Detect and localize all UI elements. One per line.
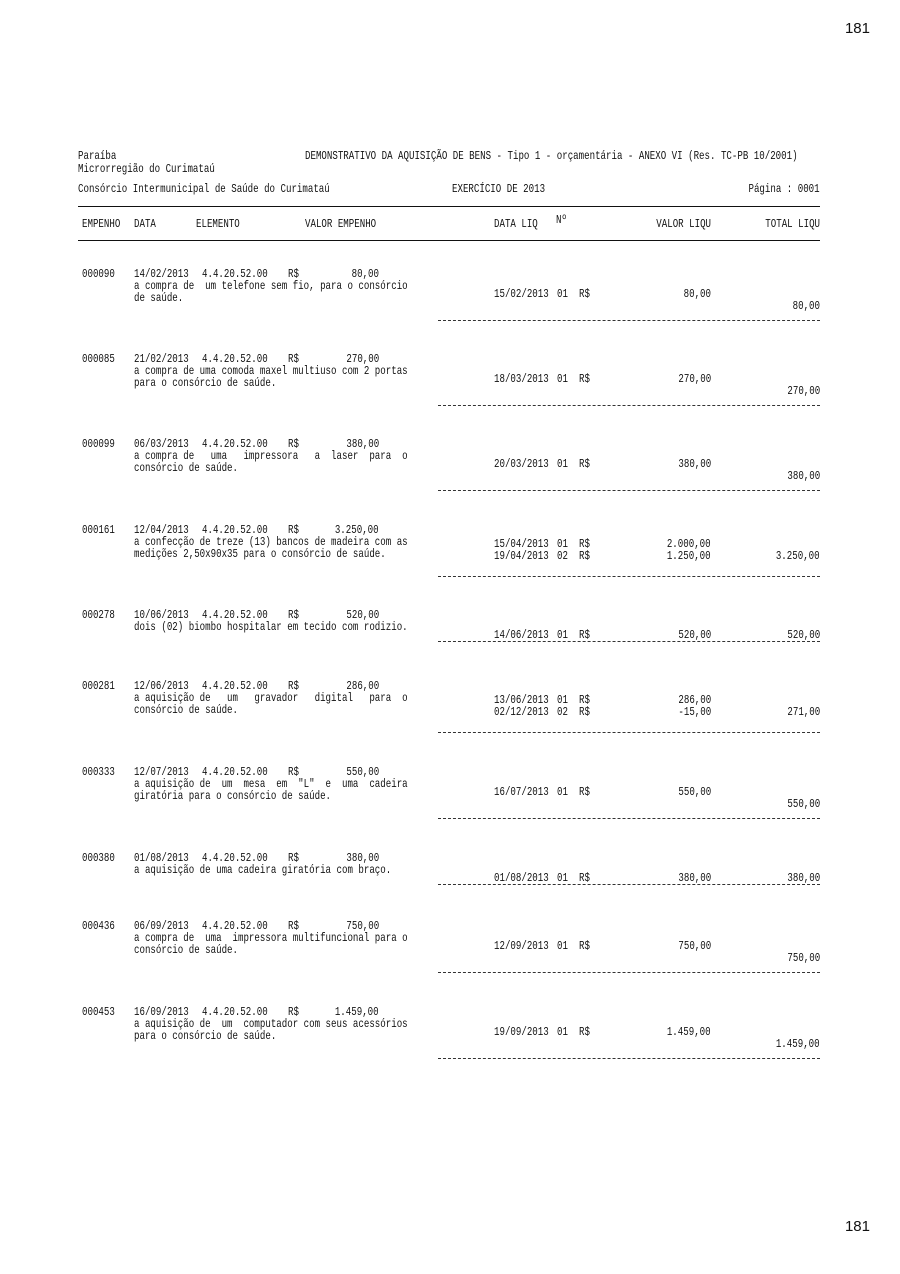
liq-currency: R$ — [579, 287, 590, 301]
liq-date: 15/02/2013 — [494, 287, 549, 301]
liq-value: 550,00 — [678, 785, 711, 799]
entry-separator — [438, 320, 820, 321]
total-liquidado: 80,00 — [792, 299, 820, 313]
valor-empenho: 520,00 — [346, 608, 379, 622]
liq-currency: R$ — [579, 372, 590, 386]
liq-number: 01 — [557, 1025, 568, 1039]
description-line-1: a compra de uma impressora a laser para o — [134, 449, 408, 463]
liq-date: 14/06/2013 — [494, 628, 549, 642]
valor-empenho: 380,00 — [346, 437, 379, 451]
valor-empenho: 1.459,00 — [335, 1005, 379, 1019]
description-line-1: a compra de um telefone sem fio, para o consórcio — [134, 279, 408, 293]
header-state: Paraíba — [78, 149, 117, 163]
entry-separator — [438, 405, 820, 406]
valor-empenho: 270,00 — [346, 352, 379, 366]
liq-value: 750,00 — [678, 939, 711, 953]
header-rule-bottom — [78, 240, 820, 241]
valor-currency: R$ — [288, 437, 299, 451]
entry-separator — [438, 972, 820, 973]
liq-number: 02 — [557, 549, 568, 563]
elemento-code: 4.4.20.52.00 — [202, 851, 268, 865]
entry-separator — [438, 818, 820, 819]
liq-currency: R$ — [579, 537, 590, 551]
liq-currency: R$ — [579, 628, 590, 642]
valor-empenho: 3.250,00 — [335, 523, 379, 537]
liq-number: 01 — [557, 537, 568, 551]
liq-value: 520,00 — [678, 628, 711, 642]
empenho-date: 16/09/2013 — [134, 1005, 189, 1019]
elemento-code: 4.4.20.52.00 — [202, 919, 268, 933]
empenho-date: 21/02/2013 — [134, 352, 189, 366]
entry-separator — [438, 641, 820, 642]
report-title: DEMONSTRATIVO DA AQUISIÇÃO DE BENS - Tipo 1 - orçamentária - ANEXO VI (Res. TC-PB 10/2001) — [305, 149, 798, 163]
col-valor-liqu: VALOR LIQU — [656, 217, 711, 231]
liq-currency: R$ — [579, 871, 590, 885]
valor-currency: R$ — [288, 608, 299, 622]
liq-date: 12/09/2013 — [494, 939, 549, 953]
list-item — [0, 920, 900, 1000]
description-line-1: dois (02) biombo hospitalar em tecido com rodizio. — [134, 620, 408, 634]
liq-value: 270,00 — [678, 372, 711, 386]
valor-currency: R$ — [288, 851, 299, 865]
col-numero: Nº — [556, 213, 567, 227]
valor-currency: R$ — [288, 523, 299, 537]
liq-number: 01 — [557, 785, 568, 799]
liq-date: 19/09/2013 — [494, 1025, 549, 1039]
liq-date: 19/04/2013 — [494, 549, 549, 563]
valor-currency: R$ — [288, 267, 299, 281]
liq-number: 02 — [557, 705, 568, 719]
col-data-liq: DATA LIQ — [494, 217, 538, 231]
col-data: DATA — [134, 217, 156, 231]
page-number-bottom: 181 — [844, 1218, 870, 1235]
description-line-2: de saúde. — [134, 291, 184, 305]
valor-currency: R$ — [288, 352, 299, 366]
empenho-number: 000436 — [82, 919, 115, 933]
total-liquidado: 380,00 — [787, 469, 820, 483]
header-region: Microrregião do Curimataú — [78, 162, 215, 176]
empenho-number: 000161 — [82, 523, 115, 537]
liq-value: 286,00 — [678, 693, 711, 707]
header-entity: Consórcio Intermunicipal de Saúde do Curimataú — [78, 182, 330, 196]
empenho-number: 000380 — [82, 851, 115, 865]
liq-currency: R$ — [579, 549, 590, 563]
empenho-date: 14/02/2013 — [134, 267, 189, 281]
description-line-1: a confecção de treze (13) bancos de madeira com as — [134, 535, 408, 549]
liq-value: 380,00 — [678, 871, 711, 885]
liq-value: 1.250,00 — [667, 549, 711, 563]
liq-number: 01 — [557, 871, 568, 885]
total-liquidado: 1.459,00 — [776, 1037, 820, 1051]
liq-number: 01 — [557, 287, 568, 301]
empenho-number: 000090 — [82, 267, 115, 281]
liq-value: 380,00 — [678, 457, 711, 471]
liq-currency: R$ — [579, 939, 590, 953]
liq-date: 02/12/2013 — [494, 705, 549, 719]
valor-currency: R$ — [288, 919, 299, 933]
elemento-code: 4.4.20.52.00 — [202, 765, 268, 779]
page-number-top: 181 — [844, 20, 870, 37]
list-item — [0, 609, 900, 689]
empenho-date: 06/09/2013 — [134, 919, 189, 933]
valor-currency: R$ — [288, 679, 299, 693]
empenho-number: 000099 — [82, 437, 115, 451]
liq-number: 01 — [557, 693, 568, 707]
total-liquidado: 550,00 — [787, 797, 820, 811]
liq-date: 20/03/2013 — [494, 457, 549, 471]
empenho-date: 10/06/2013 — [134, 608, 189, 622]
description-line-2: giratória para o consórcio de saúde. — [134, 789, 332, 803]
total-liquidado: 270,00 — [787, 384, 820, 398]
col-valor-empenho: VALOR EMPENHO — [305, 217, 377, 231]
description-line-1: a compra de uma comoda maxel multiuso com 2 portas — [134, 364, 408, 378]
total-liquidado: 750,00 — [787, 951, 820, 965]
liq-value: 1.459,00 — [667, 1025, 711, 1039]
liq-currency: R$ — [579, 457, 590, 471]
elemento-code: 4.4.20.52.00 — [202, 437, 268, 451]
valor-currency: R$ — [288, 765, 299, 779]
liq-value: -15,00 — [678, 705, 711, 719]
liq-date: 01/08/2013 — [494, 871, 549, 885]
empenho-number: 000281 — [82, 679, 115, 693]
description-line-2: medições 2,50x90x35 para o consórcio de saúde. — [134, 547, 386, 561]
liq-value: 80,00 — [683, 287, 711, 301]
total-liquidado: 271,00 — [787, 705, 820, 719]
entry-separator — [438, 884, 820, 885]
description-line-1: a aquisição de um gravador digital para o — [134, 691, 408, 705]
description-line-1: a aquisição de uma cadeira giratória com braço. — [134, 863, 392, 877]
col-elemento: ELEMENTO — [196, 217, 240, 231]
liq-currency: R$ — [579, 1025, 590, 1039]
liq-number: 01 — [557, 457, 568, 471]
list-item — [0, 680, 900, 760]
valor-empenho: 750,00 — [346, 919, 379, 933]
list-item — [0, 268, 900, 348]
list-item — [0, 353, 900, 433]
empenho-date: 12/06/2013 — [134, 679, 189, 693]
empenho-number: 000453 — [82, 1005, 115, 1019]
empenho-date: 12/07/2013 — [134, 765, 189, 779]
elemento-code: 4.4.20.52.00 — [202, 608, 268, 622]
description-line-2: consórcio de saúde. — [134, 943, 238, 957]
valor-empenho: 286,00 — [346, 679, 379, 693]
description-line-2: para o consórcio de saúde. — [134, 376, 277, 390]
liq-date: 18/03/2013 — [494, 372, 549, 386]
elemento-code: 4.4.20.52.00 — [202, 679, 268, 693]
empenho-date: 12/04/2013 — [134, 523, 189, 537]
entry-separator — [438, 732, 820, 733]
list-item — [0, 438, 900, 518]
valor-empenho: 380,00 — [346, 851, 379, 865]
liq-currency: R$ — [579, 693, 590, 707]
description-line-1: a aquisição de um computador com seus acessórios — [134, 1017, 408, 1031]
total-liquidado: 3.250,00 — [776, 549, 820, 563]
liq-currency: R$ — [579, 705, 590, 719]
list-item — [0, 1006, 900, 1086]
col-total-liqu: TOTAL LIQU — [765, 217, 820, 231]
empenho-date: 01/08/2013 — [134, 851, 189, 865]
description-line-2: consórcio de saúde. — [134, 703, 238, 717]
empenho-number: 000085 — [82, 352, 115, 366]
elemento-code: 4.4.20.52.00 — [202, 352, 268, 366]
liq-number: 01 — [557, 372, 568, 386]
elemento-code: 4.4.20.52.00 — [202, 267, 268, 281]
list-item — [0, 766, 900, 846]
empenho-number: 000333 — [82, 765, 115, 779]
header-page-label: Página : 0001 — [748, 182, 820, 196]
elemento-code: 4.4.20.52.00 — [202, 1005, 268, 1019]
liq-currency: R$ — [579, 785, 590, 799]
valor-empenho: 550,00 — [346, 765, 379, 779]
header-rule-top — [78, 206, 820, 207]
list-item — [0, 524, 900, 604]
description-line-1: a compra de uma impressora multifuncional para o — [134, 931, 408, 945]
col-empenho: EMPENHO — [82, 217, 121, 231]
entry-separator — [438, 490, 820, 491]
header-exercise: EXERCÍCIO DE 2013 — [452, 182, 546, 196]
total-liquidado: 380,00 — [787, 871, 820, 885]
valor-currency: R$ — [288, 1005, 299, 1019]
liq-value: 2.000,00 — [667, 537, 711, 551]
description-line-1: a aquisição de um mesa em "L" e uma cadeira — [134, 777, 408, 791]
liq-number: 01 — [557, 939, 568, 953]
total-liquidado: 520,00 — [787, 628, 820, 642]
entry-separator — [438, 576, 820, 577]
liq-date: 15/04/2013 — [494, 537, 549, 551]
empenho-date: 06/03/2013 — [134, 437, 189, 451]
liq-date: 16/07/2013 — [494, 785, 549, 799]
empenho-number: 000278 — [82, 608, 115, 622]
description-line-2: para o consórcio de saúde. — [134, 1029, 277, 1043]
valor-empenho: 80,00 — [351, 267, 379, 281]
description-line-2: consórcio de saúde. — [134, 461, 238, 475]
liq-date: 13/06/2013 — [494, 693, 549, 707]
liq-number: 01 — [557, 628, 568, 642]
elemento-code: 4.4.20.52.00 — [202, 523, 268, 537]
entry-separator — [438, 1058, 820, 1059]
